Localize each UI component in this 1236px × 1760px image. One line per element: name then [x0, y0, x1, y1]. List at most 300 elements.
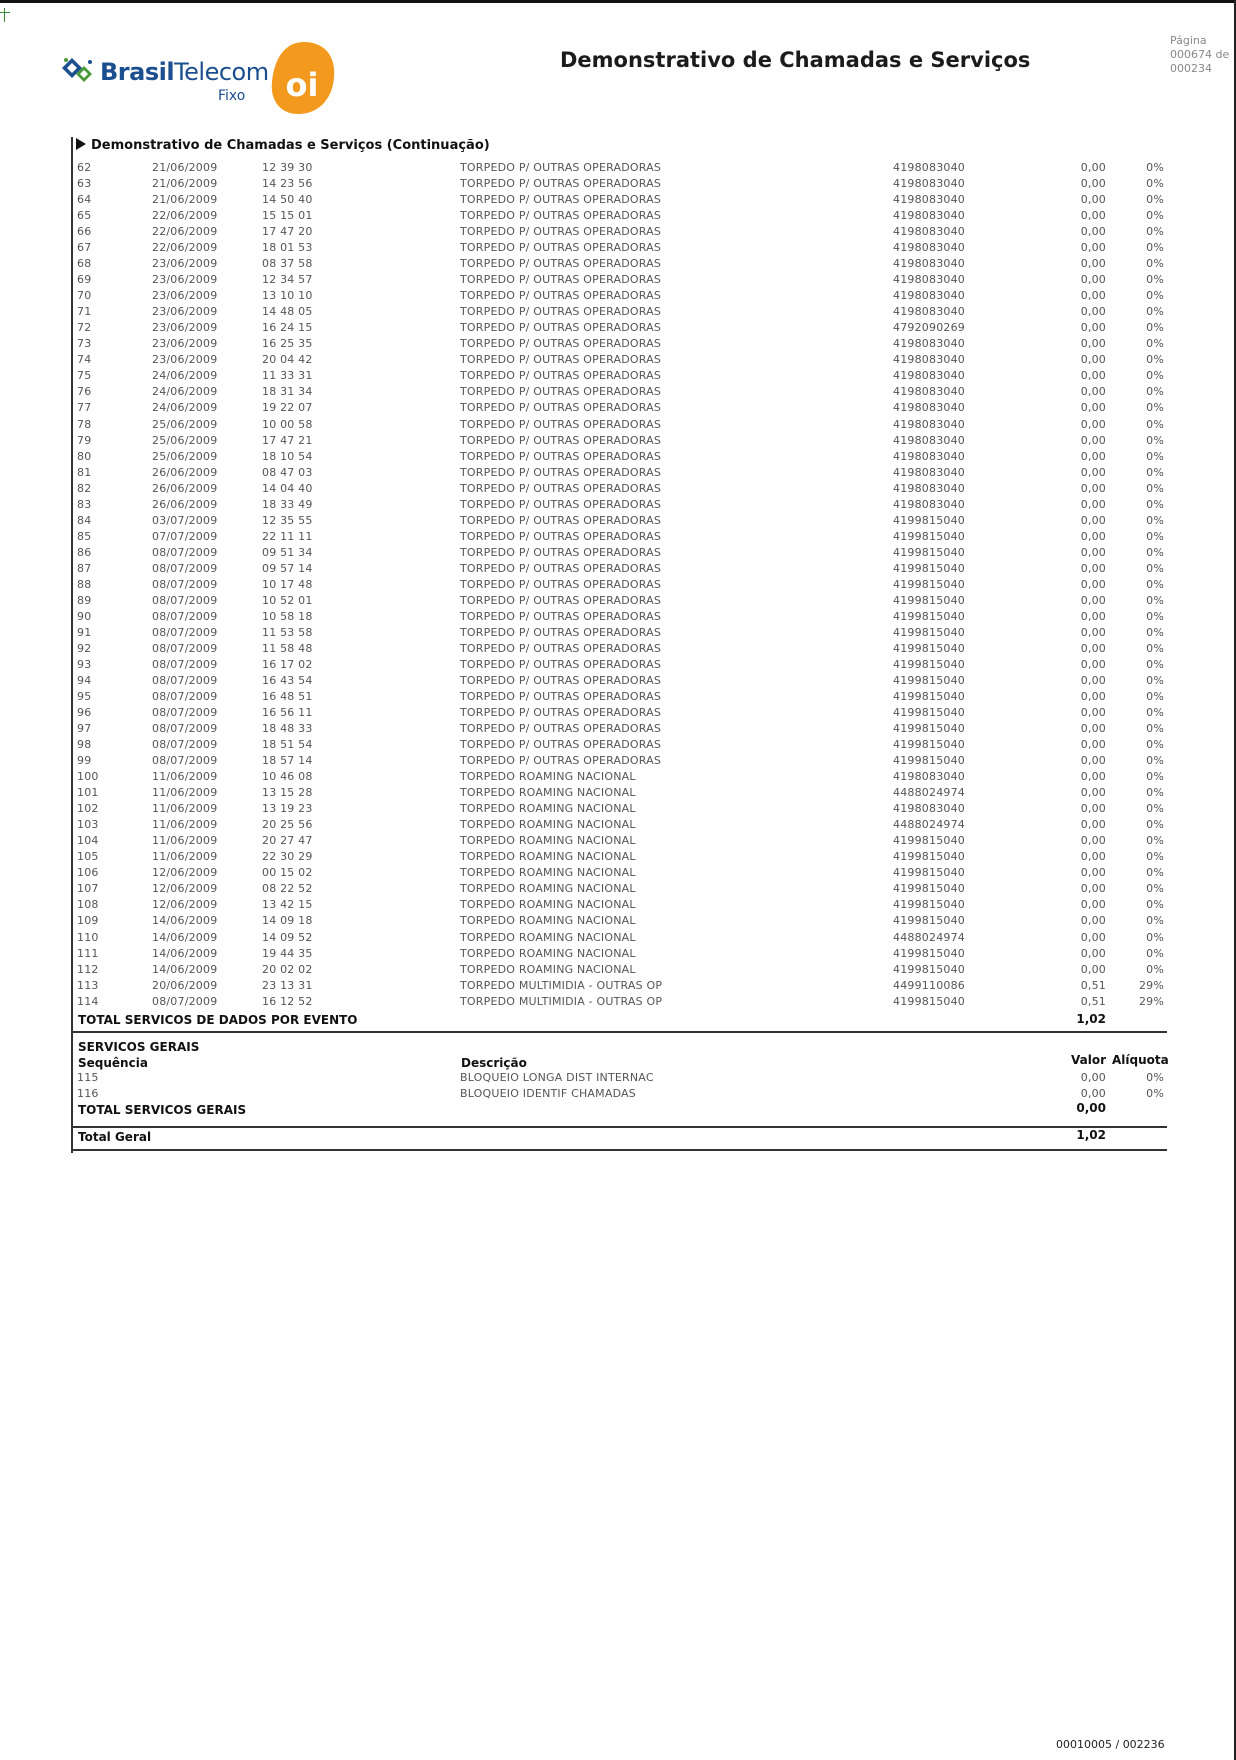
table-row — [0, 466, 1236, 482]
row-date: 23/06/2009 — [152, 289, 218, 303]
row-number: 4199815040 — [893, 529, 965, 543]
row-description: TORPEDO ROAMING NACIONAL — [460, 882, 636, 896]
row-description: TORPEDO P/ OUTRAS OPERADORAS — [460, 305, 662, 319]
row-date: 11/06/2009 — [152, 850, 218, 864]
row-time: 12 39 30 — [262, 161, 313, 174]
table-row — [0, 738, 1236, 754]
row-number: 4198083040 — [893, 177, 965, 191]
row-time: 15 15 01 — [262, 209, 313, 223]
table-row — [0, 690, 1236, 706]
row-rate: 0% — [1146, 850, 1164, 864]
row-seq: 107 — [77, 882, 99, 896]
row-rate: 0% — [1146, 353, 1164, 367]
row-time: 11 58 48 — [262, 641, 313, 655]
row-date: 24/06/2009 — [152, 369, 218, 383]
row-value: 0,00 — [1080, 770, 1106, 784]
row-rate: 0% — [1146, 641, 1164, 655]
row-date: 12/06/2009 — [152, 866, 218, 880]
row-number: 4198083040 — [893, 401, 965, 415]
row-description: TORPEDO ROAMING NACIONAL — [460, 866, 636, 880]
row-rate: 0% — [1146, 866, 1164, 880]
row-value: 0,00 — [1080, 625, 1106, 639]
row-date: 25/06/2009 — [152, 417, 218, 431]
row-seq: 108 — [77, 898, 99, 912]
row-time: 16 12 52 — [262, 994, 313, 1008]
footer-code: 00010005 / 002236 — [1056, 1738, 1165, 1751]
row-date: 26/06/2009 — [152, 497, 218, 511]
row-seq: 85 — [77, 529, 92, 543]
row-description: TORPEDO ROAMING NACIONAL — [460, 962, 636, 976]
row-description: TORPEDO P/ OUTRAS OPERADORAS — [460, 722, 662, 736]
row-rate: 0% — [1146, 209, 1164, 223]
row-date: 20/06/2009 — [152, 978, 218, 992]
table-row — [0, 161, 1236, 177]
row-date: 23/06/2009 — [152, 257, 218, 271]
row-date: 23/06/2009 — [152, 321, 218, 335]
row-date: 03/07/2009 — [152, 513, 218, 527]
table-row — [0, 834, 1236, 850]
row-date: 12/06/2009 — [152, 898, 218, 912]
row-seq: 88 — [77, 577, 92, 591]
gerais-total-value: 0,00 — [1076, 1101, 1106, 1115]
table-row — [0, 914, 1236, 930]
table-row — [0, 401, 1236, 417]
row-description: TORPEDO MULTIMIDIA - OUTRAS OP — [460, 994, 663, 1008]
row-value: 0,00 — [1080, 353, 1106, 367]
row-rate: 0% — [1146, 898, 1164, 912]
row-description: TORPEDO P/ OUTRAS OPERADORAS — [460, 433, 662, 447]
row-rate: 0% — [1146, 1071, 1164, 1084]
row-seq: 111 — [77, 946, 99, 960]
row-number: 4198083040 — [893, 161, 965, 174]
row-number: 4198083040 — [893, 433, 965, 447]
row-value: 0,00 — [1080, 177, 1106, 191]
row-description: TORPEDO P/ OUTRAS OPERADORAS — [460, 625, 662, 639]
row-date: 22/06/2009 — [152, 241, 218, 255]
table-row — [0, 482, 1236, 498]
table-row — [0, 722, 1236, 738]
row-rate: 0% — [1146, 481, 1164, 495]
table-row — [0, 177, 1236, 193]
row-number: 4199815040 — [893, 561, 965, 575]
row-description: TORPEDO P/ OUTRAS OPERADORAS — [460, 674, 662, 687]
row-rate: 29% — [1138, 994, 1164, 1008]
row-number: 4198083040 — [893, 257, 965, 271]
row-value: 0,00 — [1080, 385, 1106, 399]
table-row — [0, 434, 1236, 450]
row-value: 0,00 — [1080, 802, 1106, 816]
row-seq: 95 — [77, 690, 92, 704]
gerais-col-aliquota: Alíquota — [1112, 1053, 1169, 1067]
row-seq: 98 — [77, 738, 92, 752]
row-rate: 0% — [1146, 433, 1164, 447]
row-description: TORPEDO P/ OUTRAS OPERADORAS — [460, 337, 662, 351]
row-seq: 103 — [77, 818, 99, 832]
row-number: 4199815040 — [893, 882, 965, 896]
row-seq: 97 — [77, 722, 92, 736]
row-rate: 0% — [1146, 1087, 1164, 1101]
row-number: 4199815040 — [893, 641, 965, 655]
row-rate: 0% — [1146, 305, 1164, 319]
table-row — [0, 353, 1236, 369]
row-rate: 0% — [1146, 786, 1164, 800]
row-time: 20 27 47 — [262, 834, 313, 848]
row-date: 23/06/2009 — [152, 337, 218, 351]
row-date: 07/07/2009 — [152, 529, 218, 543]
row-number: 4198083040 — [893, 481, 965, 495]
row-seq: 86 — [77, 545, 92, 559]
row-time: 13 15 28 — [262, 786, 313, 800]
row-time: 10 17 48 — [262, 577, 313, 591]
row-description: TORPEDO P/ OUTRAS OPERADORAS — [460, 449, 662, 463]
row-number: 4199815040 — [893, 850, 965, 864]
row-time: 18 31 34 — [262, 385, 313, 399]
row-date: 11/06/2009 — [152, 786, 218, 800]
row-number: 4199815040 — [893, 754, 965, 768]
row-description: TORPEDO P/ OUTRAS OPERADORAS — [460, 257, 662, 271]
row-time: 18 01 53 — [262, 241, 313, 255]
row-time: 18 51 54 — [262, 738, 313, 752]
gerais-col-seq: Sequência — [78, 1056, 148, 1070]
row-number: 4199815040 — [893, 513, 965, 527]
row-date: 08/07/2009 — [152, 593, 218, 607]
row-date: 11/06/2009 — [152, 770, 218, 784]
row-time: 13 19 23 — [262, 802, 313, 816]
row-rate: 0% — [1146, 465, 1164, 479]
row-description: TORPEDO P/ OUTRAS OPERADORAS — [460, 417, 662, 431]
row-time: 20 02 02 — [262, 962, 313, 976]
row-rate: 0% — [1146, 930, 1164, 944]
row-seq: 62 — [77, 161, 92, 174]
row-time: 16 17 02 — [262, 657, 313, 671]
row-seq: 78 — [77, 417, 92, 431]
row-number: 4198083040 — [893, 802, 965, 816]
row-seq: 80 — [77, 449, 92, 463]
dados-total-label: TOTAL SERVICOS DE DADOS POR EVENTO — [78, 1013, 358, 1027]
row-value: 0,00 — [1080, 930, 1106, 944]
row-date: 25/06/2009 — [152, 433, 218, 447]
brand-name-bold: Brasil — [100, 58, 175, 86]
table-row — [0, 754, 1236, 770]
row-value: 0,00 — [1080, 786, 1106, 800]
row-rate: 0% — [1146, 561, 1164, 575]
scan-top-border — [0, 0, 1236, 3]
gerais-col-desc: Descrição — [461, 1056, 527, 1070]
row-date: 08/07/2009 — [152, 994, 218, 1008]
row-description: TORPEDO P/ OUTRAS OPERADORAS — [460, 385, 662, 399]
row-time: 19 44 35 — [262, 946, 313, 960]
table-row — [0, 418, 1236, 434]
gerais-col-valor: Valor — [1070, 1053, 1106, 1067]
row-time: 12 35 55 — [262, 513, 313, 527]
row-date: 08/07/2009 — [152, 738, 218, 752]
row-date: 08/07/2009 — [152, 545, 218, 559]
row-number: 4199815040 — [893, 657, 965, 671]
row-description: TORPEDO P/ OUTRAS OPERADORAS — [460, 465, 662, 479]
row-value: 0,00 — [1080, 593, 1106, 607]
row-number: 4199815040 — [893, 866, 965, 880]
row-value: 0,00 — [1080, 609, 1106, 623]
row-description: TORPEDO ROAMING NACIONAL — [460, 930, 636, 944]
row-seq: 102 — [77, 802, 99, 816]
row-rate: 0% — [1146, 513, 1164, 527]
row-value: 0,00 — [1080, 433, 1106, 447]
table-row — [0, 866, 1236, 882]
row-rate: 0% — [1146, 497, 1164, 511]
row-value: 0,00 — [1080, 882, 1106, 896]
row-value: 0,00 — [1080, 850, 1106, 864]
row-time: 16 48 51 — [262, 690, 313, 704]
row-value: 0,00 — [1080, 834, 1106, 848]
row-description: TORPEDO P/ OUTRAS OPERADORAS — [460, 561, 662, 575]
row-description: TORPEDO P/ OUTRAS OPERADORAS — [460, 545, 662, 559]
row-rate: 0% — [1146, 401, 1164, 415]
row-seq: 68 — [77, 257, 92, 271]
row-number: 4198083040 — [893, 241, 965, 255]
row-rate: 0% — [1146, 818, 1164, 832]
table-row — [0, 498, 1236, 514]
table-row — [0, 257, 1236, 273]
row-seq: 70 — [77, 289, 92, 303]
row-description: TORPEDO ROAMING NACIONAL — [460, 786, 636, 800]
row-number: 4199815040 — [893, 625, 965, 639]
row-rate: 0% — [1146, 674, 1164, 687]
row-rate: 0% — [1146, 609, 1164, 623]
brand-sub: Fixo — [218, 88, 246, 104]
row-description: TORPEDO ROAMING NACIONAL — [460, 946, 636, 960]
divider-grand-total — [73, 1149, 1167, 1151]
table-row — [0, 337, 1236, 353]
row-rate: 0% — [1146, 577, 1164, 591]
row-number: 4198083040 — [893, 289, 965, 303]
row-seq: 67 — [77, 241, 92, 255]
row-time: 20 04 42 — [262, 353, 313, 367]
row-number: 4199815040 — [893, 834, 965, 848]
row-date: 08/07/2009 — [152, 561, 218, 575]
row-value: 0,00 — [1080, 225, 1106, 239]
table-row — [0, 802, 1236, 818]
row-seq: 96 — [77, 706, 92, 720]
row-date: 22/06/2009 — [152, 209, 218, 223]
row-value: 0,00 — [1080, 337, 1106, 351]
row-rate: 0% — [1146, 706, 1164, 720]
row-value: 0,00 — [1080, 914, 1106, 928]
row-rate: 0% — [1146, 273, 1164, 287]
row-time: 10 58 18 — [262, 609, 313, 623]
grand-total-label: Total Geral — [78, 1130, 152, 1144]
row-date: 14/06/2009 — [152, 962, 218, 976]
table-row — [0, 562, 1236, 578]
row-seq: 91 — [77, 625, 92, 639]
row-value: 0,00 — [1080, 818, 1106, 832]
row-description: BLOQUEIO LONGA DIST INTERNAC — [460, 1071, 654, 1084]
row-rate: 0% — [1146, 802, 1164, 816]
row-date: 08/07/2009 — [152, 706, 218, 720]
row-time: 16 25 35 — [262, 337, 313, 351]
divider-dados — [73, 1031, 1167, 1033]
page-label: Página — [1170, 34, 1207, 47]
row-value: 0,00 — [1080, 465, 1106, 479]
row-description: TORPEDO P/ OUTRAS OPERADORAS — [460, 497, 662, 511]
row-description: TORPEDO P/ OUTRAS OPERADORAS — [460, 353, 662, 367]
row-time: 00 15 02 — [262, 866, 313, 880]
row-time: 13 42 15 — [262, 898, 313, 912]
row-time: 18 33 49 — [262, 497, 313, 511]
row-value: 0,00 — [1080, 641, 1106, 655]
row-value: 0,00 — [1080, 481, 1106, 495]
row-value: 0,00 — [1080, 321, 1106, 335]
page-info — [1170, 34, 1229, 76]
row-description: TORPEDO P/ OUTRAS OPERADORAS — [460, 209, 662, 223]
row-value: 0,00 — [1080, 273, 1106, 287]
table-row — [0, 995, 1236, 1011]
table-row — [0, 610, 1236, 626]
row-date: 14/06/2009 — [152, 946, 218, 960]
row-seq: 69 — [77, 273, 92, 287]
row-number: 4199815040 — [893, 914, 965, 928]
row-time: 10 00 58 — [262, 417, 313, 431]
row-number: 4198083040 — [893, 305, 965, 319]
table-row — [0, 530, 1236, 546]
table-row — [0, 241, 1236, 257]
row-value: 0,00 — [1080, 690, 1106, 704]
row-date: 08/07/2009 — [152, 609, 218, 623]
row-rate: 0% — [1146, 593, 1164, 607]
row-date: 08/07/2009 — [152, 722, 218, 736]
page-total: 000234 — [1170, 62, 1212, 75]
table-row — [0, 642, 1236, 658]
row-number: 4198083040 — [893, 353, 965, 367]
table-row — [0, 947, 1236, 963]
row-rate: 0% — [1146, 449, 1164, 463]
table-row — [0, 963, 1236, 979]
section-heading-text: Demonstrativo de Chamadas e Serviços (Continuação) — [91, 138, 490, 153]
table-row — [0, 225, 1236, 241]
row-time: 14 09 52 — [262, 930, 313, 944]
row-rate: 0% — [1146, 241, 1164, 255]
row-time: 08 22 52 — [262, 882, 313, 896]
row-time: 16 56 11 — [262, 706, 313, 720]
row-number: 4198083040 — [893, 273, 965, 287]
row-value: 0,00 — [1080, 161, 1106, 174]
row-value: 0,00 — [1080, 513, 1106, 527]
row-value: 0,00 — [1080, 898, 1106, 912]
table-row — [0, 450, 1236, 466]
row-rate: 0% — [1146, 193, 1164, 207]
row-seq: 75 — [77, 369, 92, 383]
row-number: 4199815040 — [893, 593, 965, 607]
row-description: TORPEDO ROAMING NACIONAL — [460, 898, 636, 912]
row-rate: 0% — [1146, 834, 1164, 848]
page-current: 000674 de — [1170, 48, 1230, 61]
row-seq: 110 — [77, 930, 99, 944]
row-rate: 0% — [1146, 225, 1164, 239]
row-description: TORPEDO P/ OUTRAS OPERADORAS — [460, 481, 662, 495]
row-time: 19 22 07 — [262, 401, 313, 415]
row-description: TORPEDO P/ OUTRAS OPERADORAS — [460, 706, 662, 720]
row-rate: 0% — [1146, 177, 1164, 191]
row-date: 11/06/2009 — [152, 834, 218, 848]
table-row — [0, 289, 1236, 305]
table-row — [0, 546, 1236, 562]
row-rate: 0% — [1146, 914, 1164, 928]
row-time: 18 10 54 — [262, 449, 313, 463]
row-number: 4488024974 — [893, 930, 965, 944]
row-number: 4199815040 — [893, 962, 965, 976]
row-seq: 92 — [77, 641, 92, 655]
table-row — [0, 385, 1236, 401]
gerais-total-label: TOTAL SERVICOS GERAIS — [78, 1103, 247, 1117]
row-time: 08 47 03 — [262, 465, 313, 479]
row-seq: 76 — [77, 385, 92, 399]
table-row — [0, 658, 1236, 674]
row-seq: 101 — [77, 786, 99, 800]
row-value: 0,00 — [1080, 577, 1106, 591]
row-description: TORPEDO P/ OUTRAS OPERADORAS — [460, 161, 662, 174]
row-description: TORPEDO P/ OUTRAS OPERADORAS — [460, 193, 662, 207]
row-date: 21/06/2009 — [152, 161, 218, 174]
row-description: TORPEDO ROAMING NACIONAL — [460, 914, 636, 928]
row-number: 4199815040 — [893, 609, 965, 623]
row-seq: 74 — [77, 353, 92, 367]
row-seq: 100 — [77, 770, 99, 784]
row-time: 14 09 18 — [262, 914, 313, 928]
calls-table — [0, 161, 1236, 1011]
row-time: 14 48 05 — [262, 305, 313, 319]
row-time: 16 24 15 — [262, 321, 313, 335]
row-date: 14/06/2009 — [152, 914, 218, 928]
row-seq: 82 — [77, 481, 92, 495]
row-date: 21/06/2009 — [152, 177, 218, 191]
table-row — [0, 882, 1236, 898]
row-description: TORPEDO MULTIMIDIA - OUTRAS OP — [460, 978, 663, 992]
table-row — [0, 898, 1236, 914]
divider-gerais — [73, 1126, 1167, 1128]
table-row — [0, 193, 1236, 209]
row-seq: 116 — [77, 1087, 99, 1101]
row-rate: 0% — [1146, 770, 1164, 784]
row-seq: 83 — [77, 497, 92, 511]
row-seq: 112 — [77, 962, 99, 976]
row-date: 08/07/2009 — [152, 641, 218, 655]
row-value: 0,00 — [1080, 497, 1106, 511]
row-seq: 109 — [77, 914, 99, 928]
row-seq: 94 — [77, 674, 92, 687]
row-seq: 84 — [77, 513, 92, 527]
row-value: 0,00 — [1080, 241, 1106, 255]
row-number: 4199815040 — [893, 738, 965, 752]
row-description: TORPEDO ROAMING NACIONAL — [460, 850, 636, 864]
row-seq: 93 — [77, 657, 92, 671]
row-description: TORPEDO P/ OUTRAS OPERADORAS — [460, 657, 662, 671]
row-number: 4499110086 — [893, 978, 965, 992]
row-date: 14/06/2009 — [152, 930, 218, 944]
row-description: TORPEDO P/ OUTRAS OPERADORAS — [460, 321, 662, 335]
row-value: 0,51 — [1080, 994, 1106, 1008]
row-seq: 65 — [77, 209, 92, 223]
table-row — [0, 786, 1236, 802]
row-rate: 0% — [1146, 289, 1164, 303]
row-value: 0,00 — [1080, 305, 1106, 319]
table-row — [0, 931, 1236, 947]
row-date: 24/06/2009 — [152, 385, 218, 399]
row-seq: 105 — [77, 850, 99, 864]
row-date: 11/06/2009 — [152, 802, 218, 816]
table-row — [0, 369, 1236, 385]
row-number: 4198083040 — [893, 449, 965, 463]
row-value: 0,00 — [1080, 209, 1106, 223]
row-rate: 0% — [1146, 882, 1164, 896]
